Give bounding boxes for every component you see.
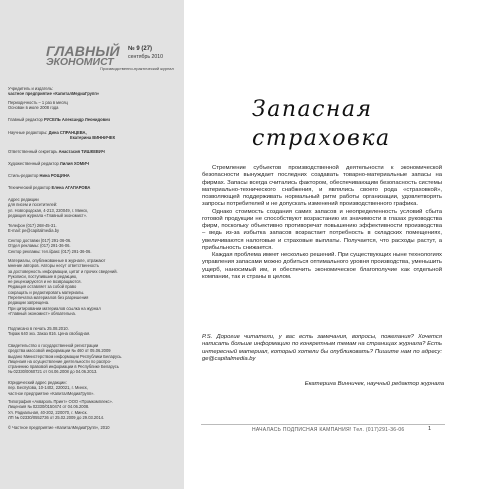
magazine-logo-line1: ГЛАВНЫЙ	[46, 43, 120, 59]
disclaimer-line: Рукописи, поступившие в редакцию,	[8, 273, 78, 279]
chief-editor-name: РУСЕЛЬ Александр Леонидович	[43, 117, 111, 122]
science-editor-1: Дина СПРАНЦЕВА,	[48, 130, 87, 135]
registration-line: Свидетельство о государственной регистрации	[8, 343, 99, 348]
registration-line: № 02330/0060721 от 04.06.2008 до 04.06.2013.	[8, 369, 98, 375]
article-title-line1: Запасная	[252, 97, 373, 122]
footer-divider	[201, 424, 445, 425]
disclaimer-line: Редакция оставляет за собой право	[8, 284, 77, 290]
disclaimer-line: При цитировании материалов ссылка на журнал	[8, 305, 101, 311]
science-editor-2: Екатерина ВИННИЧЕК	[70, 135, 116, 141]
tech-editor-row	[8, 185, 180, 190]
page-number: 1	[428, 426, 432, 432]
disclaimer-line: «Главный экономист» обязательна.	[8, 310, 76, 316]
address-sub: для писем и посетителей:	[8, 202, 58, 208]
chief-editor-label: Главный редактор	[8, 117, 43, 122]
phone-text: Телефон (017) 268-45-31.	[8, 223, 57, 228]
printer-line: ЛП № 02330/0552736 от 25.02.2009 до 29.03.2014.	[8, 414, 105, 420]
tech-editor-label: Технический редактор	[8, 185, 51, 190]
style-editor-name: Нина РОЩИНА	[39, 173, 70, 178]
disclaimer-line: сокращать и редактировать материалы.	[8, 289, 85, 295]
registration-line: странению правовой информации в Республике Беларусь	[8, 364, 119, 370]
sales-phone: Сектор доставки (017) 291-36-06.	[8, 238, 72, 243]
chief-editor-row	[8, 117, 180, 122]
disclaimer-line: мнение авторов. Авторы несут ответственность	[8, 263, 100, 269]
style-editor-row	[8, 173, 180, 178]
art-editor-label: Художественный редактор	[8, 161, 59, 166]
article-paragraph-1: Стремление субъектов производственной деятельности к экономической безопасности вынуждает последних создавать товарно-материальные запасы на фирмах. Запасы всегда считались фактором, обеспечивающим безопасность системы материально-технического снабжения, и являлись своего рода «страховкой», позволяющей поддерживать нормальный ритм работы организации, удовлетворять запросы потребителей и не допускать изменений производственного графика.	[202, 165, 442, 208]
article-postscript: P.S. Дорогие читатели, у вас есть замечания, вопросы, пожелания? Хочется написать больше информацию по конкретным темам на страницах журнала? Есть интересный материал, который хотели бы опубликовать? Пишите нам по адресу: ge@capitalmedia.by	[202, 334, 442, 362]
art-editor-row	[8, 161, 180, 166]
printer-line: Лицензия № 02330/0150474 от 04.06.2008.	[8, 404, 90, 410]
legal-address-block	[8, 380, 180, 396]
magazine-tagline: Производственно-практический журнал	[100, 66, 174, 71]
ads-phone: Отдел рекламы: (017) 291-36-06.	[8, 243, 71, 249]
legal-line-1: пер. Беспуtова, 10-1402, 220021, г. Минск,	[8, 385, 88, 391]
imprint-sidebar	[0, 0, 184, 489]
founded-text: Основан в июле 2008 года	[8, 105, 59, 111]
secretary-row	[8, 149, 180, 154]
subscription-footer: НАЧАЛАСЬ ПОДПИСНАЯ КАМПАНИЯ! Тел. (017)291-36-06	[252, 427, 405, 433]
legal-line-2: частное предприятие «КапиталМедиаГрупп».	[8, 390, 95, 396]
disclaimer-line: не рецензируются и не возвращаются.	[8, 279, 82, 285]
contacts-block	[8, 223, 180, 234]
article-signature: Екатерина Винничек, научный редактор журнала	[304, 381, 444, 387]
registration-line: Лицензия на осуществление деятельности по распро-	[8, 358, 112, 364]
address-line-1: ул. Новгородская, 4-213, 220049, г. Минск,	[8, 207, 89, 213]
printer-line: Типография «Аквароль Принт» ООО «Промкомплекс».	[8, 399, 113, 404]
magazine-logo-line2: ЭКОНОМИСТ	[46, 56, 114, 68]
ads-fax: Сектор рекламы: тел./факс (017) 291-36-06.	[8, 248, 92, 254]
address-block	[8, 197, 180, 218]
disclaimer-block	[8, 258, 180, 316]
registration-line: выдано Министерством информации Республики Беларусь.	[8, 353, 123, 359]
secretary-label: Ответственный секретарь	[8, 149, 58, 154]
issue-date: сентябрь 2010	[128, 54, 164, 60]
style-editor-label: Стиль-редактор	[8, 173, 39, 178]
registration-block	[8, 343, 180, 375]
printer-block	[8, 399, 180, 420]
address-line-2: редакция журнала «Главный экономист».	[8, 212, 88, 218]
tech-editor-name: Елена АГАПАРОВА	[51, 185, 91, 190]
disclaimer-line: редакции запрещена.	[8, 300, 50, 306]
signed-text: Подписано в печать 25.08.2010.	[8, 326, 69, 331]
founder-block	[8, 86, 180, 97]
sales-block	[8, 238, 180, 254]
disclaimer-line: Материалы, опубликованные в журнале, отражают	[8, 258, 106, 263]
art-editor-name: Лилия ХОМИЧ	[59, 161, 89, 166]
legal-label: Юридический адрес редакции:	[8, 380, 67, 385]
founder-name: частное предприятие «КапиталМедиаГрупп»	[8, 91, 100, 97]
disclaimer-line: за достоверность информации, цитат и прочих сведений.	[8, 268, 118, 274]
article-paragraph-3: Каждая проблема имеет несколько решений. При существующих ныне технологиях управления запасами можно добиться оптимального уровня производства, уменьшить ущерб, наносимый им, и обеспечить экономическое благополучие как отдельной компании, так и страны в целом.	[202, 252, 442, 280]
secretary-name: Анастасия ТИШКЕВИЧ	[58, 149, 105, 154]
registration-line: средства массовой информации № 460 от 05.06.2009	[8, 348, 111, 354]
periodicity-text: Периодичность – 1 раз в месяц	[8, 100, 68, 105]
printer-line: Ул. Радиальная, 40-202, 220070, г. Минск.	[8, 409, 88, 415]
science-editors-row	[8, 130, 180, 141]
email-link[interactable]: E-mail: pe@capitalmedia.by	[8, 228, 60, 234]
issue-number: № 9 (27)	[128, 46, 153, 52]
address-label: Адрес редакции	[8, 197, 39, 202]
science-editors-label: Научные редакторы:	[8, 130, 48, 135]
disclaimer-line: Перепечатка материалов без разрешения	[8, 295, 89, 301]
article-paragraph-2: Однако стоимость создания самих запасов и неопределенность условий сбыта готовой продукции не способствуют возрастанию их значимости в глазах руководства фирм, поскольку объективно противоречат повышению эффективности производства – ведь из-за избытка запасов возрастает потребность в складских помещениях, увеличиваются налоговые и страховые выплаты. Получается, что расходы растут, а прибыльность снижается.	[202, 208, 442, 251]
article-title-line2: страховка	[252, 126, 391, 151]
article-body	[202, 165, 442, 281]
periodicity-block	[8, 100, 180, 111]
founder-label: Учредитель и издатель:	[8, 86, 54, 91]
print-block	[8, 326, 180, 337]
print-run-text: Тираж 640 экз. Заказ 816. Цена свободная.	[8, 331, 91, 337]
copyright-text: © Частное предприятие «КапиталМедиаГрупп», 2010	[8, 425, 110, 430]
